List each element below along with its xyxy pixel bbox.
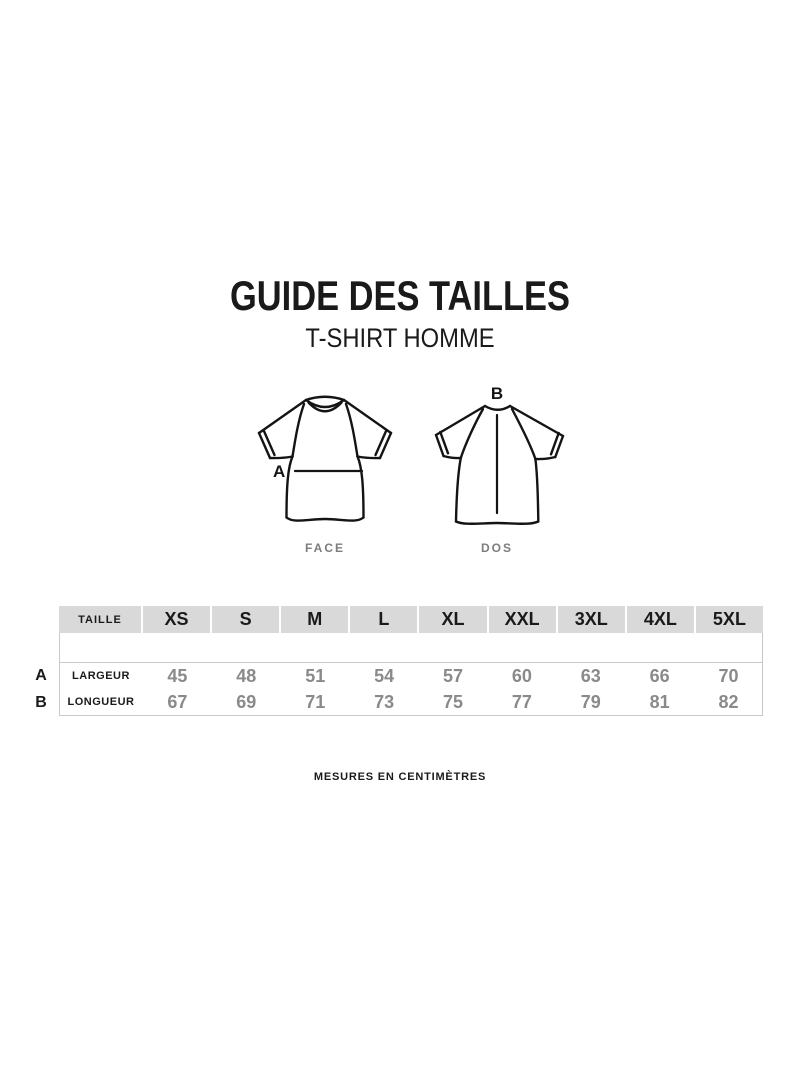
- largeur-value-l: 54: [374, 665, 395, 686]
- tshirt-front-diagram: [240, 385, 410, 535]
- longueur-value-4xl: 81: [649, 691, 670, 712]
- largeur-value-5xl: 70: [718, 665, 739, 686]
- size-column-header-5xl: 5XL: [696, 606, 763, 633]
- longueur-value-xl: 75: [442, 691, 463, 712]
- longueur-value-xxl: 77: [511, 691, 532, 712]
- longueur-value-m: 71: [305, 691, 326, 712]
- size-table-body: [59, 633, 763, 716]
- size-column-header-s: S: [212, 606, 279, 633]
- front-marker-label: A: [273, 462, 286, 481]
- size-column-header-xl: XL: [419, 606, 486, 633]
- size-column-header-m: M: [281, 606, 348, 633]
- size-table-header: [59, 606, 763, 633]
- largeur-value-xs: 45: [167, 665, 188, 686]
- longueur-value-xs: 67: [167, 691, 188, 712]
- largeur-value-3xl: 63: [580, 665, 601, 686]
- longueur-value-l: 73: [374, 691, 395, 712]
- longueur-value-s: 69: [236, 691, 257, 712]
- longueur-value-3xl: 79: [580, 691, 601, 712]
- table-marker-a: A: [35, 667, 47, 684]
- longueur-value-5xl: 82: [718, 691, 739, 712]
- largeur-value-4xl: 66: [649, 665, 670, 686]
- table-spacer-row: [60, 633, 762, 663]
- largeur-value-s: 48: [236, 665, 257, 686]
- size-column-header-xs: XS: [143, 606, 210, 633]
- units-footnote: MESURES EN CENTIMÈTRES: [313, 771, 487, 783]
- largeur-value-xxl: 60: [511, 665, 532, 686]
- front-caption: FACE: [304, 541, 345, 555]
- row-label-largeur: LARGEUR: [72, 670, 130, 682]
- size-column-header-l: L: [350, 606, 417, 633]
- table-row-longueur: [60, 689, 762, 715]
- page-title: GUIDE DES TAILLES: [230, 272, 570, 319]
- size-column-header-4xl: 4XL: [627, 606, 694, 633]
- table-marker-b: B: [35, 694, 47, 711]
- size-column-header-3xl: 3XL: [558, 606, 625, 633]
- table-corner-header: TAILLE: [59, 606, 141, 633]
- back-marker-label: B: [490, 384, 504, 403]
- row-label-longueur: LONGUEUR: [67, 696, 135, 708]
- table-row-largeur: [60, 663, 762, 689]
- largeur-value-m: 51: [305, 665, 326, 686]
- tshirt-back-diagram: [412, 383, 582, 538]
- page-subtitle: T-SHIRT HOMME: [305, 323, 495, 353]
- largeur-value-xl: 57: [442, 665, 463, 686]
- back-caption: DOS: [480, 541, 513, 555]
- size-column-header-xxl: XXL: [489, 606, 556, 633]
